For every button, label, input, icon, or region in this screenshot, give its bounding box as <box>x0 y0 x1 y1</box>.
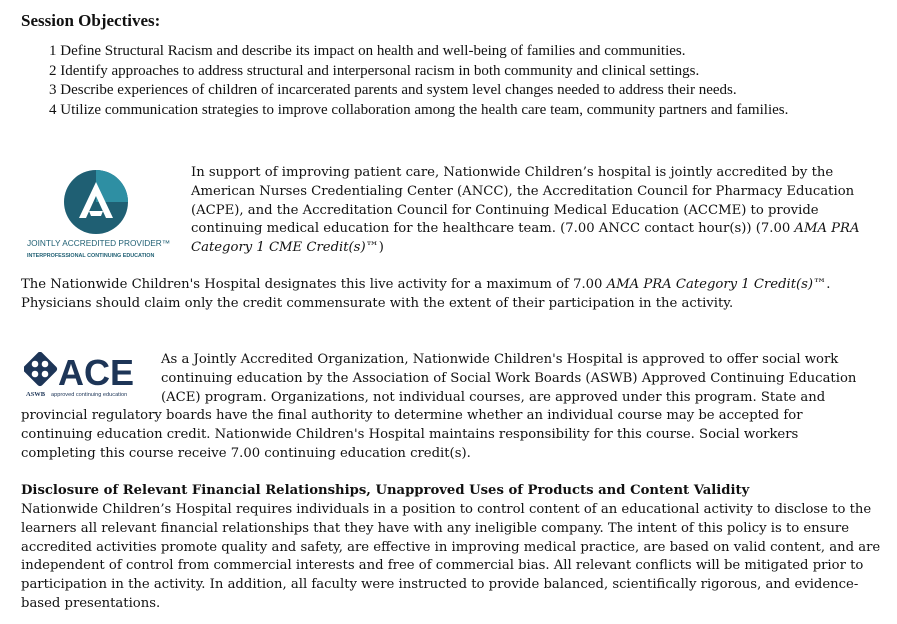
objectives-list <box>49 42 879 121</box>
disclosure-body: Nationwide Children’s Hospital requires individuals in a position to control content of an educational activity to disclose to the learners all relevant financial relationships that they have with any ineligible company. The intent of this policy is to ensure accredited activities promote quality and safety, are effective in improving medical practice, are based on valid content, and are independent of control from commercial interests and free of commercial bias. All relevant conflicts will be mitigated prior to participation in the activity. In addition, all faculty were instructed to provide balanced, scientifically rigorous, and evidence-based presentations. <box>21 502 881 611</box>
ja-text-end: ™) <box>365 240 384 256</box>
page-title: Session Objectives: <box>21 11 161 30</box>
objective-item: 3 Describe experiences of children of incarcerated parents and system level changes needed to address their needs. <box>49 82 737 99</box>
jointly-accredited-logo <box>25 168 175 263</box>
disclosure-heading: Disclosure of Relevant Financial Relationships, Unapproved Uses of Products and Content Validity <box>21 483 750 498</box>
joint-accreditation-statement <box>191 164 871 258</box>
objective-item: 2 Identify approaches to address structural and interpersonal racism in both community and clinical settings. <box>49 62 700 79</box>
objective-item: 1 Define Structural Racism and describe its impact on health and well-being of families and communities. <box>49 43 686 59</box>
ace-statement <box>21 351 871 464</box>
ja-logo-line1: JOINTLY ACCREDITED PROVIDER™ <box>27 238 171 248</box>
ja-logo-line2: INTERPROFESSIONAL CONTINUING EDUCATION <box>27 253 155 259</box>
ja-text-main: In support of improving patient care, Nationwide Children’s hospital is jointly accredited by the American Nurses Credentialing Center (ANCC), the Accreditation Council for Pharmacy Education (ACPE), and the Accreditation Council for Continuing Medical Education (ACCME) to provide continuing medical education for the healthcare team. (7.00 ANCC contact hour(s)) (7.00 <box>191 165 855 237</box>
designation-text-before: The Nationwide Children's Hospital designates this live activity for a maximum of 7.00 <box>21 277 607 292</box>
jointly-accredited-emblem-icon <box>25 168 175 263</box>
objective-item: 4 Utilize communication strategies to improve collaboration among the health care team, community partners and families. <box>49 102 789 119</box>
ace-logo-tagline: approved continuing education <box>51 392 128 398</box>
ace-statement-text: As a Jointly Accredited Organization, Nationwide Children's Hospital is approved to offer social work continuing education by the Association of Social Work Boards (ASWB) Approved Continuing Education (ACE) program. Organizations, not individual courses, are approved under this program. State and provincial regulatory boards have the final authority to determine whether an individual course may be accepted for continuing education credit. Nationwide Children's Hospital maintains responsibility for this course. Social workers completing this course receive 7.00 continuing education credit(s). <box>21 352 857 461</box>
ace-logo-aswb: ASWB <box>26 391 46 398</box>
ja-text-italic: AMA PRA Category 1 CME Credit(s) <box>191 221 860 256</box>
designation-text-after: ™. Physicians should claim only the credit commensurate with the extent of their participation in the activity. <box>21 277 831 311</box>
ace-logo-text: ACE <box>58 352 135 393</box>
designation-text-italic: AMA PRA Category 1 Credit(s) <box>606 277 814 292</box>
credit-designation-statement <box>21 276 881 314</box>
